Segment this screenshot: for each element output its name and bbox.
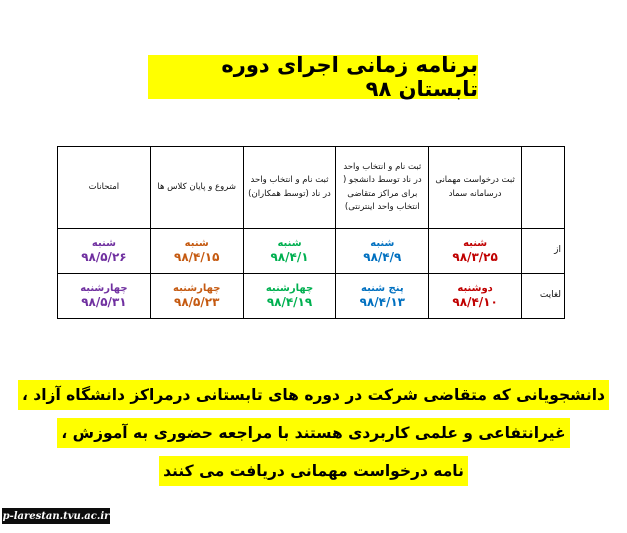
header-classes: شروع و پایان کلاس ها <box>150 147 243 229</box>
cell-date: ۹۸/۴/۱۰ <box>452 294 498 309</box>
table-cell <box>429 229 522 274</box>
site-url-watermark: p-larestan.tvu.ac.ir <box>2 508 110 524</box>
row-label-until: لغایت <box>522 274 565 319</box>
table-cell <box>243 274 336 319</box>
cell-date: ۹۸/۳/۲۵ <box>452 249 498 264</box>
cell-date: ۹۸/۵/۲۳ <box>174 294 220 309</box>
schedule-table <box>57 146 565 319</box>
cell-date: ۹۸/۴/۱۹ <box>266 294 313 309</box>
notice-line-3 <box>0 462 627 480</box>
cell-day: چهارشنبه <box>173 282 221 294</box>
cell-date: ۹۸/۵/۲۶ <box>81 249 127 264</box>
cell-day: دوشنبه <box>457 282 493 294</box>
cell-day: شنبه <box>91 237 116 249</box>
cell-day: شنبه <box>463 237 488 249</box>
cell-day: چهارشنبه <box>265 282 314 294</box>
cell-day: شنبه <box>184 237 209 249</box>
cell-date: ۹۸/۴/۱۳ <box>359 294 405 309</box>
notice-line-3-text: نامه درخواست مهمانی دریافت می کنند <box>159 456 468 486</box>
table-cell <box>336 229 429 274</box>
notice-line-1-text: دانشجویانی که متقاضی شرکت در دوره های تابستانی درمراکز دانشگاه آزاد ، <box>18 380 609 410</box>
notice-line-2-text: غیرانتفاعی و علمی کاربردی هستند با مراجعه حضوری به آموزش ، <box>57 418 569 448</box>
header-student-registration: ثبت نام و انتخاب واحد در ناد توسط دانشجو ( برای مراکز متقاضی انتخاب واحد اینترنتی) <box>336 147 429 229</box>
table-cell <box>58 274 151 319</box>
header-staff-registration: ثبت نام و انتخاب واحد در ناد (توسط همکاران) <box>243 147 336 229</box>
header-corner <box>522 147 565 229</box>
table-row <box>58 229 565 274</box>
table-cell <box>150 229 243 274</box>
cell-date: ۹۸/۴/۱۵ <box>174 249 220 264</box>
cell-day: شنبه <box>277 237 302 249</box>
table-cell <box>336 274 429 319</box>
cell-date: ۹۸/۴/۱ <box>270 249 309 264</box>
table-header-row <box>58 147 565 229</box>
notice-line-1 <box>0 386 627 404</box>
page-title: برنامه زمانی اجرای دوره تابستان ۹۸ <box>148 55 478 99</box>
cell-day: چهارشنبه <box>80 282 128 294</box>
cell-day: شنبه <box>370 237 395 249</box>
row-label-from: از <box>522 229 565 274</box>
table-row <box>58 274 565 319</box>
table-cell <box>150 274 243 319</box>
table-cell <box>58 229 151 274</box>
header-guest-request: ثبت درخواست مهمانی درسامانه سماد <box>429 147 522 229</box>
header-exams: امتحانات <box>58 147 151 229</box>
table-cell <box>243 229 336 274</box>
cell-date: ۹۸/۴/۹ <box>363 249 402 264</box>
cell-date: ۹۸/۵/۳۱ <box>81 294 127 309</box>
table-cell <box>429 274 522 319</box>
notice-line-2 <box>0 424 627 442</box>
cell-day: پنج شنبه <box>361 282 404 294</box>
